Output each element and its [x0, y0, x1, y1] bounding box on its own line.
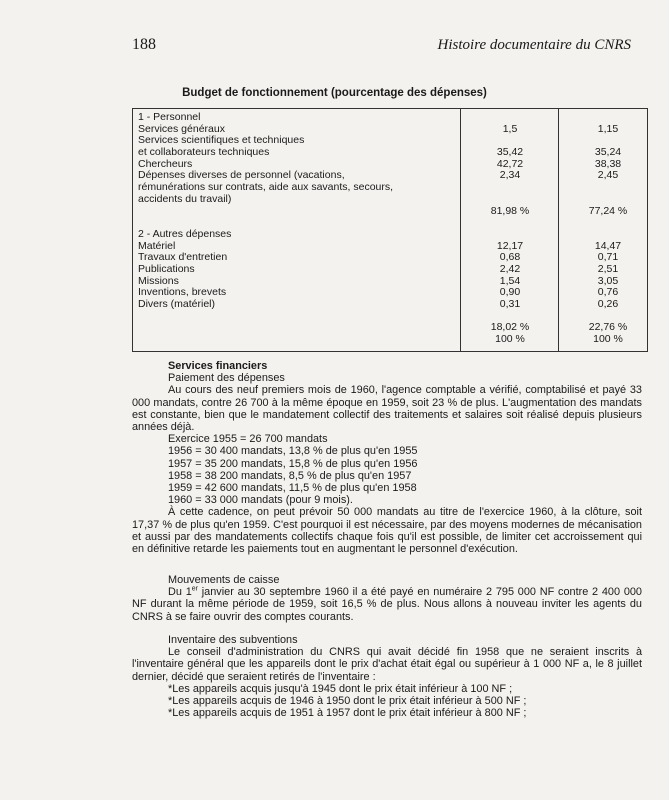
row-label: accidents du travail)	[138, 192, 232, 205]
row-label: 2 - Autres dépenses	[138, 227, 232, 240]
bullet-list	[132, 683, 642, 720]
row-value-2: 22,76 %	[588, 321, 628, 334]
list-item: 1958 = 38 200 mandats, 8,5 % de plus qu'en 1957	[168, 469, 412, 482]
row-value-1	[461, 182, 559, 194]
row-label: 1 - Personnel	[138, 111, 201, 123]
mouvements-section	[132, 574, 642, 623]
row-label: Missions	[138, 274, 179, 287]
row-value-1	[461, 217, 559, 229]
row-value-1	[461, 229, 559, 241]
mandat-list	[132, 433, 642, 506]
row-label: rémunérations sur contrats, aide aux savants, secours,	[138, 181, 394, 194]
row-value-2: 77,24 %	[588, 204, 628, 217]
row-label	[138, 311, 438, 323]
list-item: 1959 = 42 600 mandats, 11,5 % de plus qu'en 1958	[168, 482, 417, 495]
row-label: et collaborateurs techniques	[138, 146, 270, 159]
row-value-2: 0,26	[597, 298, 619, 310]
subsection-heading: Inventaire des subventions	[168, 634, 298, 646]
subsection-heading: Mouvements de caisse	[168, 574, 280, 586]
services-financiers-section	[132, 360, 642, 555]
list-item: *Les appareils acquis jusqu'à 1945 dont le prix était inférieur à 100 NF ;	[168, 682, 513, 695]
row-label: Inventions, brevets	[138, 286, 227, 299]
value-column-1	[461, 112, 559, 346]
row-value-1: 35,42	[496, 146, 524, 159]
row-value-2: 0,76	[597, 286, 619, 299]
paragraph: Du 1er janvier au 30 septembre 1960 il a été payé en numéraire 2 795 000 NF contre 2 400 000 NF durant la même période de 1959, soit 16,5 % de plus. Nous allons à nouveau inviter les agents du CNRS à se faire ouvrir des comptes courants.	[132, 585, 642, 623]
row-label: Services généraux	[138, 122, 225, 135]
row-label	[138, 206, 438, 218]
row-value-1: 12,17	[496, 239, 524, 252]
list-item: *Les appareils acquis de 1946 à 1950 dont le prix était inférieur à 500 NF ;	[168, 695, 527, 708]
row-value-2: 2,45	[597, 169, 619, 182]
budget-table	[132, 108, 648, 352]
row-value-2: 2,51	[597, 262, 619, 275]
row-value-2	[559, 229, 657, 241]
row-value-1: 18,02 %	[490, 321, 530, 334]
row-label: Travaux d'entretien	[138, 251, 228, 264]
row-label: Divers (matériel)	[138, 298, 216, 310]
row-label: Matériel	[138, 239, 176, 252]
row-label	[138, 322, 438, 334]
row-value-2: 14,47	[594, 239, 622, 252]
paragraph: À cette cadence, on peut prévoir 50 000 mandats au titre de l'exercice 1960, à la clôture, soit 17,37 % de plus qu'en 1959. C'est pourquoi il est nécessaire, par des moyens modernes de mécanisation et aussi par des mandatements collectifs chaque fois qu'il est possible, de limiter cet accroissement qui en définitive retarde les paiements tout en augmentant le personnel d'exécution.	[132, 506, 642, 556]
paragraph: Au cours des neuf premiers mois de 1960, l'agence comptable a vérifié, comptabilisé et payé 33 000 mandats, contre 26 700 à la même époque en 1959, soit 23 % de plus. L'augmentation des mandats est constante, bien que le mandatement collectif des traitements et salaires soit réalisé depuis plusieurs années déjà.	[132, 384, 642, 434]
row-label: Chercheurs	[138, 157, 193, 170]
value-column-2	[559, 112, 657, 346]
list-item: 1957 = 35 200 mandats, 15,8 % de plus qu'en 1956	[168, 457, 418, 470]
section-heading: Services financiers	[168, 360, 268, 372]
inventaire-section	[132, 634, 642, 719]
row-value-1: 1,54	[499, 274, 521, 287]
running-title: Histoire documentaire du CNRS	[437, 37, 631, 53]
row-value-1: 1,5	[502, 122, 518, 135]
row-value-1: 81,98 %	[490, 204, 530, 217]
row-value-2: 35,24	[594, 146, 622, 159]
subsection-heading: Paiement des dépenses	[168, 372, 285, 385]
row-value-1: 2,34	[499, 169, 521, 182]
row-value-1: 0,68	[499, 251, 521, 264]
row-label: Publications	[138, 262, 195, 275]
row-value-2	[559, 194, 657, 206]
row-value-1: 0,90	[499, 286, 521, 299]
paragraph: Le conseil d'administration du CNRS qui avait décidé fin 1958 que ne seraient inscrits à l'inventaire général que les appareils dont le prix d'achat était égal ou supérieur à 1 000 NF a, le 8 juillet dernier, décidé que seraient retirés de l'inventaire :	[132, 646, 642, 683]
row-value-1: 0,31	[499, 298, 521, 310]
row-value-1: 2,42	[499, 262, 521, 275]
list-item: 1956 = 30 400 mandats, 13,8 % de plus qu'en 1955	[168, 445, 418, 458]
row-value-1: 42,72	[496, 157, 524, 170]
list-item: Exercice 1955 = 26 700 mandats	[168, 433, 328, 446]
row-value-1	[461, 194, 559, 206]
label-column	[138, 112, 438, 346]
row-label	[138, 334, 438, 346]
row-value-2: 38,38	[594, 157, 622, 170]
row-value-2: 0,71	[597, 251, 619, 264]
row-label: Services scientifiques et techniques	[138, 134, 305, 147]
list-item: *Les appareils acquis de 1951 à 1957 dont le prix était inférieur à 800 NF ;	[168, 707, 527, 720]
row-value-2: 100 %	[593, 333, 623, 346]
row-value-2	[559, 217, 657, 229]
table-title: Budget de fonctionnement (pourcentage des dépenses)	[182, 87, 487, 99]
row-value-2: 1,15	[597, 122, 619, 135]
row-value-2	[559, 182, 657, 194]
list-item: 1960 = 33 000 mandats (pour 9 mois).	[168, 494, 353, 507]
row-label: Dépenses diverses de personnel (vacations,	[138, 169, 345, 182]
row-value-2	[559, 112, 657, 124]
row-value-1	[461, 112, 559, 124]
row-value-2: 3,05	[597, 274, 619, 287]
page-number: 188	[132, 36, 156, 53]
row-value-1: 100 %	[495, 333, 525, 346]
